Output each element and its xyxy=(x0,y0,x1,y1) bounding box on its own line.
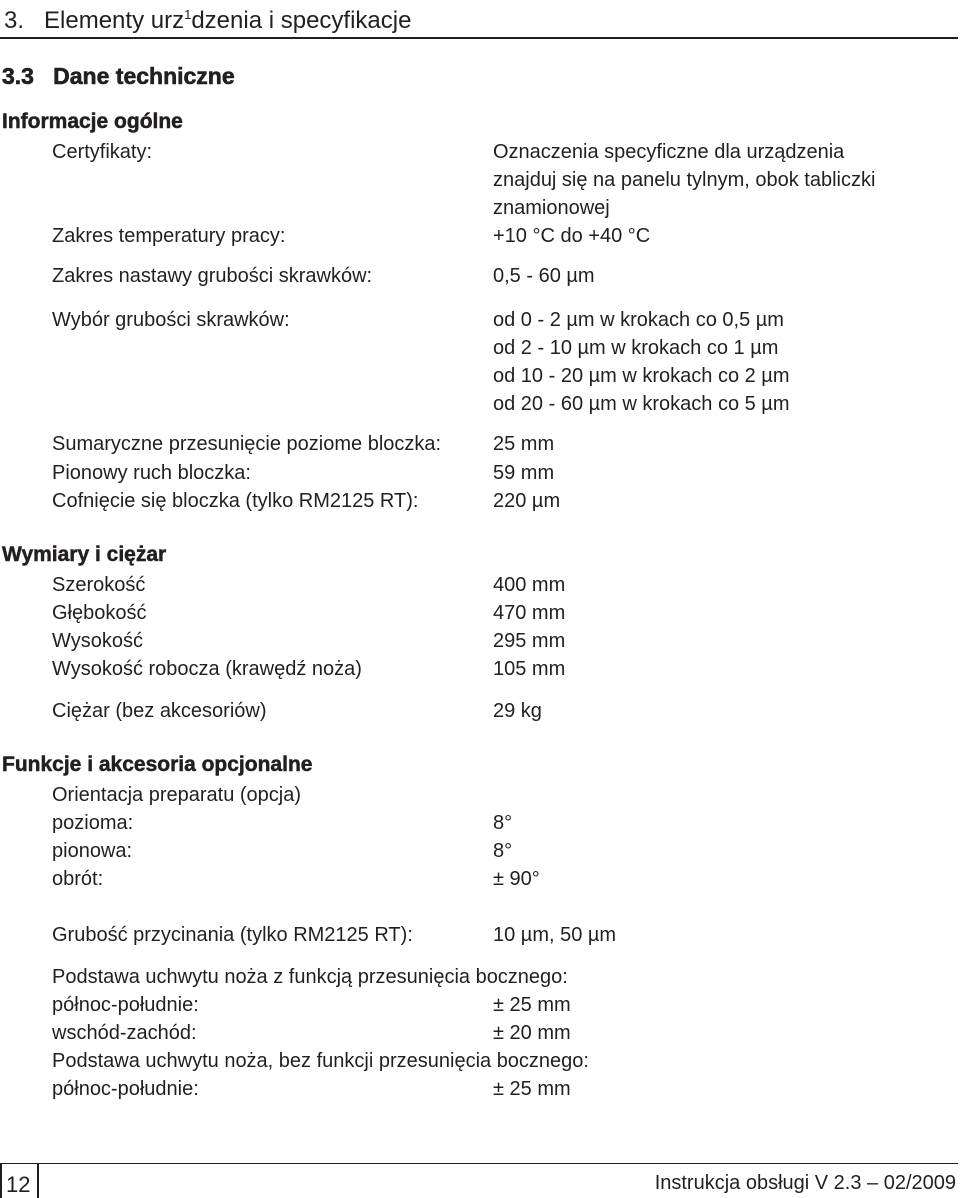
chapter-title-sup: 1 xyxy=(184,7,192,22)
dim-value-height: 295 mm xyxy=(493,630,566,652)
trim-label: Grubość przycinania (tylko RM2125 RT): xyxy=(52,924,413,946)
trim-value: 10 µm, 50 µm xyxy=(493,924,617,946)
dim-label-height: Wysokość xyxy=(52,630,143,652)
select-label: Wybór grubości skrawków: xyxy=(52,309,290,331)
chapter-title-part-a: Elementy urz xyxy=(44,7,185,34)
dim-label-width: Szerokość xyxy=(52,574,146,596)
orient-value-rotation: ± 90° xyxy=(493,868,540,890)
section-title-text: Dane techniczne xyxy=(53,63,235,89)
base1-label-ew: wschód-zachód: xyxy=(52,1022,197,1044)
general-heading: Informacje ogólne xyxy=(2,110,183,133)
horiz-value: 25 mm xyxy=(493,433,555,455)
footer-rule xyxy=(0,1163,958,1164)
vert-label: Pionowy ruch bloczka: xyxy=(52,462,251,484)
retract-value: 220 µm xyxy=(493,490,561,512)
base1-value-ew: ± 20 mm xyxy=(493,1022,571,1044)
dim-label-work-height: Wysokość robocza (krawędź noża) xyxy=(52,658,362,680)
chapter-title xyxy=(4,1,411,35)
cert-value-line-2: znajduj się na panelu tylnym, obok tabliczki xyxy=(493,169,876,191)
dim-value-work-height: 105 mm xyxy=(493,658,566,680)
chapter-number: 3. xyxy=(4,7,25,34)
cert-value-line-1: Oznaczenia specyficzne dla urządzenia xyxy=(493,141,845,163)
select-value-4: od 20 - 60 µm w krokach co 5 µm xyxy=(493,393,790,415)
section-number: 3.3 xyxy=(2,63,34,89)
base2-label-ns: północ-południe: xyxy=(52,1078,199,1100)
orient-label-horizontal: pozioma: xyxy=(52,812,134,834)
base1-label-ns: północ-południe: xyxy=(52,994,199,1016)
dim-value-depth: 470 mm xyxy=(493,602,566,624)
orient-label-vertical: pionowa: xyxy=(52,840,133,862)
cert-label: Certyfikaty: xyxy=(52,141,153,163)
base2-title: Podstawa uchwytu noża, bez funkcji przesunięcia bocznego: xyxy=(52,1050,589,1072)
section-title xyxy=(2,63,235,90)
base1-title: Podstawa uchwytu noża z funkcją przesunięcia bocznego: xyxy=(52,966,568,988)
select-value-3: od 10 - 20 µm w krokach co 2 µm xyxy=(493,365,790,387)
footer-left-bar xyxy=(0,1163,2,1198)
chapter-title-part-b: dzenia i specyfikacje xyxy=(191,7,412,34)
range-label: Zakres nastawy grubości skrawków: xyxy=(52,265,373,287)
orient-label: Orientacja preparatu (opcja) xyxy=(52,784,302,806)
horiz-label: Sumaryczne przesunięcie poziome bloczka: xyxy=(52,433,442,455)
select-value-1: od 0 - 2 µm w krokach co 0,5 µm xyxy=(493,309,784,331)
footer-document-info: Instrukcja obsługi V 2.3 – 02/2009 xyxy=(654,1172,956,1194)
orient-label-rotation: obrót: xyxy=(52,868,104,890)
temp-value: +10 °C do +40 °C xyxy=(493,225,651,247)
cert-value-line-3: znamionowej xyxy=(493,197,610,219)
header-rule xyxy=(0,37,958,39)
dimensions-heading: Wymiary i ciężar xyxy=(2,543,167,566)
select-value-2: od 2 - 10 µm w krokach co 1 µm xyxy=(493,337,779,359)
weight-value: 29 kg xyxy=(493,700,542,722)
orient-value-vertical: 8° xyxy=(493,840,513,862)
dim-value-width: 400 mm xyxy=(493,574,566,596)
range-value: 0,5 - 60 µm xyxy=(493,265,595,287)
base1-value-ns: ± 25 mm xyxy=(493,994,571,1016)
retract-label: Cofnięcie się bloczka (tylko RM2125 RT): xyxy=(52,490,419,512)
footer-page-divider xyxy=(37,1163,39,1198)
page-number: 12 xyxy=(6,1172,31,1197)
orient-value-horizontal: 8° xyxy=(493,812,513,834)
temp-label: Zakres temperatury pracy: xyxy=(52,225,286,247)
weight-label: Ciężar (bez akcesoriów) xyxy=(52,700,267,722)
options-heading: Funkcje i akcesoria opcjonalne xyxy=(2,753,313,776)
vert-value: 59 mm xyxy=(493,462,555,484)
dim-label-depth: Głębokość xyxy=(52,602,147,624)
base2-value-ns: ± 25 mm xyxy=(493,1078,571,1100)
